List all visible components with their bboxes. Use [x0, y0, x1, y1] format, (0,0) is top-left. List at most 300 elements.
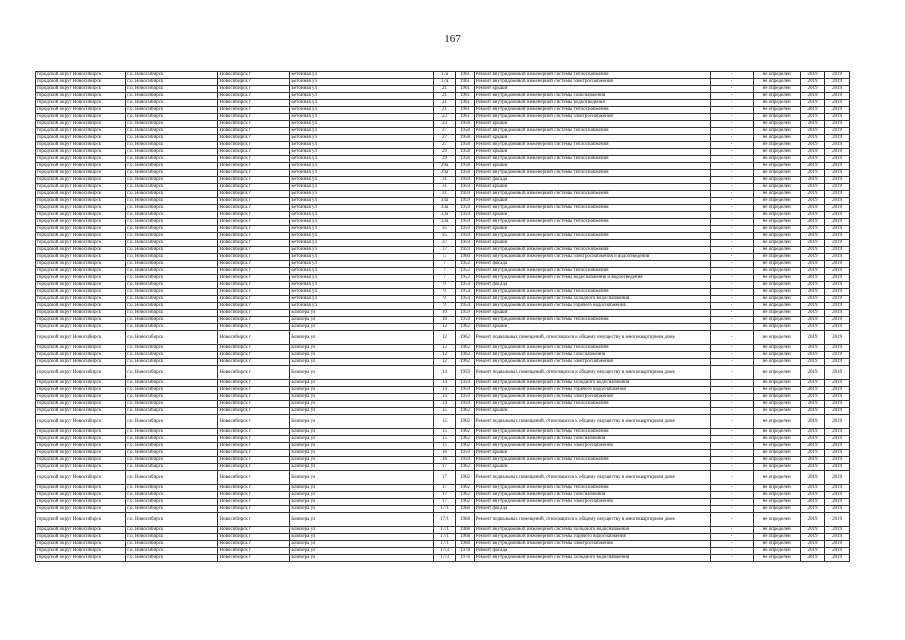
- cell-year: 1959: [456, 380, 474, 387]
- cell-year-to: 2019: [825, 149, 850, 156]
- cell-street: Бетонная ул: [290, 128, 434, 135]
- cell-dash: -: [710, 128, 753, 135]
- cell-year-to: 2019: [825, 345, 850, 352]
- cell-street: Бетонная ул: [290, 198, 434, 205]
- cell-municipality: г.о. Новосибирск: [126, 324, 218, 331]
- cell-year-to: 2019: [825, 268, 850, 275]
- table-row: [36, 303, 850, 310]
- cell-municipality: г.о. Новосибирск: [126, 100, 218, 107]
- cell-cost: не определен: [753, 471, 800, 485]
- table-row: [36, 534, 850, 541]
- cell-work: Ремонт внутридомовой инженерной системы теплоснабжения: [474, 219, 710, 226]
- cell-municipality: г.о. Новосибирск: [126, 275, 218, 282]
- cell-cost: не определен: [753, 317, 800, 324]
- cell-year: 1958: [456, 142, 474, 149]
- cell-cost: не определен: [753, 310, 800, 317]
- cell-okrug: городской округ Новосибирск: [36, 240, 126, 247]
- cell-work: Ремонт подвальных помещений, относящихся к общему имуществу в многоквартирном доме: [474, 471, 710, 485]
- cell-dash: -: [710, 226, 753, 233]
- cell-cost: не определен: [753, 457, 800, 464]
- cell-dash: -: [710, 345, 753, 352]
- cell-year: 1961: [456, 79, 474, 86]
- cell-municipality: г.о. Новосибирск: [126, 198, 218, 205]
- cell-work: Ремонт внутридомовой инженерной системы теплоснабжения: [474, 401, 710, 408]
- cell-okrug: городской округ Новосибирск: [36, 303, 126, 310]
- cell-municipality: г.о. Новосибирск: [126, 219, 218, 226]
- cell-cost: не определен: [753, 205, 800, 212]
- cell-work: Ремонт внутридомовой инженерной системы теплоснабжения: [474, 205, 710, 212]
- cell-dash: -: [710, 247, 753, 254]
- cell-house: 15: [433, 436, 456, 443]
- cell-dash: -: [710, 177, 753, 184]
- cell-city: Новосибирск г: [218, 485, 290, 492]
- cell-cost: не определен: [753, 254, 800, 261]
- cell-okrug: городской округ Новосибирск: [36, 513, 126, 527]
- cell-municipality: г.о. Новосибирск: [126, 527, 218, 534]
- cell-year-to: 2019: [825, 415, 850, 429]
- cell-street: Бетонная ул: [290, 177, 434, 184]
- cell-year-to: 2019: [825, 394, 850, 401]
- table-body: [36, 72, 850, 562]
- cell-street: Блюхера ул: [290, 380, 434, 387]
- cell-city: Новосибирск г: [218, 436, 290, 443]
- table-row: [36, 254, 850, 261]
- cell-house: 35: [433, 226, 456, 233]
- cell-year-from: 2019: [800, 499, 825, 506]
- table-row: [36, 240, 850, 247]
- cell-year: 1959: [456, 450, 474, 457]
- cell-municipality: г.о. Новосибирск: [126, 128, 218, 135]
- cell-street: Бетонная ул: [290, 100, 434, 107]
- cell-work: Ремонт крыши: [474, 121, 710, 128]
- cell-cost: не определен: [753, 93, 800, 100]
- cell-street: Бетонная ул: [290, 240, 434, 247]
- cell-work: Ремонт внутридомовой инженерной системы электроснабжения: [474, 499, 710, 506]
- cell-municipality: г.о. Новосибирск: [126, 163, 218, 170]
- cell-dash: -: [710, 114, 753, 121]
- cell-cost: не определен: [753, 100, 800, 107]
- table-row: [36, 366, 850, 380]
- cell-municipality: г.о. Новосибирск: [126, 317, 218, 324]
- table-row: [36, 93, 850, 100]
- cell-okrug: городской округ Новосибирск: [36, 499, 126, 506]
- cell-year: 1959: [456, 219, 474, 226]
- cell-work: Ремонт внутридомовой инженерной системы теплоснабжения: [474, 268, 710, 275]
- cell-year-from: 2019: [800, 331, 825, 345]
- cell-street: Блюхера ул: [290, 317, 434, 324]
- cell-year-to: 2019: [825, 226, 850, 233]
- cell-year: 1961: [456, 86, 474, 93]
- cell-cost: не определен: [753, 492, 800, 499]
- cell-year: 1959: [456, 212, 474, 219]
- cell-municipality: г.о. Новосибирск: [126, 352, 218, 359]
- cell-dash: -: [710, 184, 753, 191]
- cell-house: 17/3: [433, 555, 456, 562]
- cell-house: 5: [433, 254, 456, 261]
- table-row: [36, 86, 850, 93]
- cell-work: Ремонт внутридомовой инженерной системы электроснабжения: [474, 359, 710, 366]
- cell-city: Новосибирск г: [218, 450, 290, 457]
- cell-house: 17/1: [433, 513, 456, 527]
- cell-year-from: 2019: [800, 366, 825, 380]
- cell-cost: не определен: [753, 72, 800, 79]
- cell-work: Ремонт внутридомовой инженерной системы теплоснабжения: [474, 128, 710, 135]
- table-row: [36, 331, 850, 345]
- cell-year-from: 2019: [800, 401, 825, 408]
- cell-year: 1952: [456, 261, 474, 268]
- cell-city: Новосибирск г: [218, 317, 290, 324]
- cell-house: 9: [433, 282, 456, 289]
- cell-year-to: 2019: [825, 247, 850, 254]
- cell-cost: не определен: [753, 79, 800, 86]
- cell-okrug: городской округ Новосибирск: [36, 534, 126, 541]
- cell-dash: -: [710, 149, 753, 156]
- cell-city: Новосибирск г: [218, 464, 290, 471]
- cell-cost: не определен: [753, 268, 800, 275]
- cell-municipality: г.о. Новосибирск: [126, 464, 218, 471]
- cell-house: 9: [433, 289, 456, 296]
- cell-cost: не определен: [753, 506, 800, 513]
- cell-okrug: городской округ Новосибирск: [36, 79, 126, 86]
- cell-street: Бетонная ул: [290, 121, 434, 128]
- cell-house: 17а: [433, 72, 456, 79]
- cell-dash: -: [710, 121, 753, 128]
- cell-municipality: г.о. Новосибирск: [126, 443, 218, 450]
- cell-street: Блюхера ул: [290, 457, 434, 464]
- cell-year-to: 2019: [825, 121, 850, 128]
- cell-dash: -: [710, 303, 753, 310]
- cell-city: Новосибирск г: [218, 268, 290, 275]
- cell-work: Ремонт внутридомовой инженерной системы горячего водоснабжения: [474, 387, 710, 394]
- cell-okrug: городской округ Новосибирск: [36, 135, 126, 142]
- cell-city: Новосибирск г: [218, 289, 290, 296]
- cell-dash: -: [710, 170, 753, 177]
- cell-street: Блюхера ул: [290, 352, 434, 359]
- cell-year-to: 2019: [825, 492, 850, 499]
- cell-year-to: 2019: [825, 485, 850, 492]
- cell-okrug: городской округ Новосибирск: [36, 268, 126, 275]
- cell-dash: -: [710, 100, 753, 107]
- cell-city: Новосибирск г: [218, 506, 290, 513]
- cell-okrug: городской округ Новосибирск: [36, 317, 126, 324]
- cell-year-from: 2019: [800, 86, 825, 93]
- cell-year: 1962: [456, 345, 474, 352]
- cell-work: Ремонт внутридомовой инженерной системы теплоснабжения: [474, 142, 710, 149]
- cell-year-from: 2019: [800, 296, 825, 303]
- cell-cost: не определен: [753, 107, 800, 114]
- cell-year-to: 2019: [825, 317, 850, 324]
- cell-okrug: городской округ Новосибирск: [36, 212, 126, 219]
- table-row: [36, 415, 850, 429]
- cell-dash: -: [710, 163, 753, 170]
- cell-okrug: городской округ Новосибирск: [36, 527, 126, 534]
- cell-municipality: г.о. Новосибирск: [126, 149, 218, 156]
- cell-street: Бетонная ул: [290, 226, 434, 233]
- cell-city: Новосибирск г: [218, 226, 290, 233]
- cell-street: Бетонная ул: [290, 156, 434, 163]
- cell-year: 1968: [456, 534, 474, 541]
- cell-year-to: 2019: [825, 548, 850, 555]
- cell-work: Ремонт внутридомовой инженерной системы горячего водоснабжения: [474, 303, 710, 310]
- cell-cost: не определен: [753, 191, 800, 198]
- table-row: [36, 163, 850, 170]
- cell-year-from: 2019: [800, 212, 825, 219]
- cell-cost: не определен: [753, 324, 800, 331]
- cell-year: 1954: [456, 296, 474, 303]
- cell-year-to: 2019: [825, 401, 850, 408]
- cell-city: Новосибирск г: [218, 331, 290, 345]
- cell-city: Новосибирск г: [218, 149, 290, 156]
- cell-work: Ремонт крыши: [474, 240, 710, 247]
- cell-house: 9: [433, 303, 456, 310]
- cell-dash: -: [710, 513, 753, 527]
- cell-dash: -: [710, 296, 753, 303]
- table-row: [36, 247, 850, 254]
- cell-work: Ремонт подвальных помещений, относящихся к общему имуществу в многоквартирном доме: [474, 366, 710, 380]
- cell-municipality: г.о. Новосибирск: [126, 303, 218, 310]
- cell-cost: не определен: [753, 289, 800, 296]
- cell-street: Блюхера ул: [290, 541, 434, 548]
- cell-okrug: городской округ Новосибирск: [36, 548, 126, 555]
- cell-okrug: городской округ Новосибирск: [36, 247, 126, 254]
- cell-dash: -: [710, 450, 753, 457]
- cell-city: Новосибирск г: [218, 72, 290, 79]
- cell-cost: не определен: [753, 128, 800, 135]
- cell-year-to: 2019: [825, 513, 850, 527]
- cell-year-to: 2019: [825, 359, 850, 366]
- cell-okrug: городской округ Новосибирск: [36, 142, 126, 149]
- cell-street: Бетонная ул: [290, 247, 434, 254]
- cell-city: Новосибирск г: [218, 254, 290, 261]
- cell-municipality: г.о. Новосибирск: [126, 534, 218, 541]
- cell-street: Бетонная ул: [290, 191, 434, 198]
- cell-cost: не определен: [753, 177, 800, 184]
- cell-city: Новосибирск г: [218, 135, 290, 142]
- cell-cost: не определен: [753, 142, 800, 149]
- cell-municipality: г.о. Новосибирск: [126, 170, 218, 177]
- cell-okrug: городской округ Новосибирск: [36, 401, 126, 408]
- cell-okrug: городской округ Новосибирск: [36, 163, 126, 170]
- cell-cost: не определен: [753, 233, 800, 240]
- cell-street: Блюхера ул: [290, 429, 434, 436]
- cell-year-from: 2019: [800, 114, 825, 121]
- cell-municipality: г.о. Новосибирск: [126, 121, 218, 128]
- cell-house: 17: [433, 492, 456, 499]
- table-row: [36, 394, 850, 401]
- cell-house: 21: [433, 107, 456, 114]
- cell-cost: не определен: [753, 114, 800, 121]
- cell-year-from: 2019: [800, 415, 825, 429]
- table-row: [36, 170, 850, 177]
- cell-dash: -: [710, 464, 753, 471]
- cell-dash: -: [710, 401, 753, 408]
- cell-municipality: г.о. Новосибирск: [126, 387, 218, 394]
- cell-city: Новосибирск г: [218, 457, 290, 464]
- cell-street: Блюхера ул: [290, 548, 434, 555]
- cell-municipality: г.о. Новосибирск: [126, 429, 218, 436]
- cell-municipality: г.о. Новосибирск: [126, 541, 218, 548]
- cell-street: Бетонная ул: [290, 289, 434, 296]
- cell-street: Блюхера ул: [290, 450, 434, 457]
- cell-year-from: 2019: [800, 541, 825, 548]
- cell-year-to: 2019: [825, 184, 850, 191]
- cell-year: 1959: [456, 457, 474, 464]
- cell-year-from: 2019: [800, 72, 825, 79]
- cell-street: Блюхера ул: [290, 464, 434, 471]
- cell-okrug: городской округ Новосибирск: [36, 177, 126, 184]
- cell-cost: не определен: [753, 212, 800, 219]
- cell-okrug: городской округ Новосибирск: [36, 492, 126, 499]
- cell-year-from: 2019: [800, 485, 825, 492]
- cell-street: Бетонная ул: [290, 233, 434, 240]
- cell-city: Новосибирск г: [218, 408, 290, 415]
- cell-cost: не определен: [753, 198, 800, 205]
- cell-city: Новосибирск г: [218, 471, 290, 485]
- cell-work: Ремонт внутридомовой инженерной системы теплоснабжения: [474, 191, 710, 198]
- cell-dash: -: [710, 317, 753, 324]
- table-row: [36, 212, 850, 219]
- cell-municipality: г.о. Новосибирск: [126, 548, 218, 555]
- cell-work: Ремонт внутридомовой инженерной системы холодного водоснабжения: [474, 380, 710, 387]
- cell-cost: не определен: [753, 450, 800, 457]
- cell-dash: -: [710, 107, 753, 114]
- cell-dash: -: [710, 212, 753, 219]
- cell-year-from: 2019: [800, 303, 825, 310]
- table-row: [36, 128, 850, 135]
- cell-year: 1959: [456, 401, 474, 408]
- cell-okrug: городской округ Новосибирск: [36, 394, 126, 401]
- cell-year-to: 2019: [825, 443, 850, 450]
- cell-dash: -: [710, 387, 753, 394]
- cell-year-to: 2019: [825, 303, 850, 310]
- cell-year-to: 2019: [825, 541, 850, 548]
- cell-house: 37: [433, 240, 456, 247]
- cell-year: 1959: [456, 191, 474, 198]
- cell-year-from: 2019: [800, 282, 825, 289]
- cell-municipality: г.о. Новосибирск: [126, 261, 218, 268]
- cell-municipality: г.о. Новосибирск: [126, 499, 218, 506]
- cell-year: 1961: [456, 93, 474, 100]
- cell-dash: -: [710, 429, 753, 436]
- cell-year-to: 2019: [825, 457, 850, 464]
- cell-city: Новосибирск г: [218, 79, 290, 86]
- cell-year-from: 2019: [800, 275, 825, 282]
- cell-year: 1962: [456, 408, 474, 415]
- cell-okrug: городской округ Новосибирск: [36, 464, 126, 471]
- cell-house: 17/1: [433, 527, 456, 534]
- cell-year-to: 2019: [825, 429, 850, 436]
- cell-street: Бетонная ул: [290, 142, 434, 149]
- cell-city: Новосибирск г: [218, 324, 290, 331]
- cell-cost: не определен: [753, 464, 800, 471]
- cell-year-from: 2019: [800, 247, 825, 254]
- table-row: [36, 226, 850, 233]
- cell-work: Ремонт крыши: [474, 163, 710, 170]
- cell-dash: -: [710, 261, 753, 268]
- cell-year-to: 2019: [825, 156, 850, 163]
- cell-house: 12: [433, 345, 456, 352]
- table-row: [36, 317, 850, 324]
- cell-city: Новосибирск г: [218, 401, 290, 408]
- cell-house: 14: [433, 394, 456, 401]
- cell-year-from: 2019: [800, 177, 825, 184]
- cell-cost: не определен: [753, 275, 800, 282]
- table-row: [36, 359, 850, 366]
- cell-year-from: 2019: [800, 163, 825, 170]
- cell-city: Новосибирск г: [218, 219, 290, 226]
- cell-municipality: г.о. Новосибирск: [126, 394, 218, 401]
- cell-year-to: 2019: [825, 72, 850, 79]
- cell-year: 1978: [456, 548, 474, 555]
- cell-year: 1958: [456, 135, 474, 142]
- table-row: [36, 114, 850, 121]
- cell-work: Ремонт внутридомовой инженерной системы холодного водоснабжения: [474, 296, 710, 303]
- cell-street: Блюхера ул: [290, 310, 434, 317]
- cell-dash: -: [710, 135, 753, 142]
- cell-house: 29а: [433, 163, 456, 170]
- cell-cost: не определен: [753, 184, 800, 191]
- cell-year-from: 2019: [800, 191, 825, 198]
- cell-year-from: 2019: [800, 506, 825, 513]
- cell-work: Ремонт внутридомовой инженерной системы теплоснабжения: [474, 345, 710, 352]
- cell-work: Ремонт внутридомовой инженерной системы теплоснабжения: [474, 429, 710, 436]
- cell-cost: не определен: [753, 387, 800, 394]
- cell-street: Блюхера ул: [290, 394, 434, 401]
- cell-dash: -: [710, 156, 753, 163]
- cell-year: 1959: [456, 177, 474, 184]
- cell-year-from: 2019: [800, 289, 825, 296]
- cell-cost: не определен: [753, 156, 800, 163]
- cell-year: 1959: [456, 317, 474, 324]
- table-row: [36, 121, 850, 128]
- cell-okrug: городской округ Новосибирск: [36, 226, 126, 233]
- cell-dash: -: [710, 282, 753, 289]
- cell-city: Новосибирск г: [218, 527, 290, 534]
- cell-okrug: городской округ Новосибирск: [36, 324, 126, 331]
- cell-municipality: г.о. Новосибирск: [126, 415, 218, 429]
- cell-house: 35: [433, 233, 456, 240]
- cell-cost: не определен: [753, 359, 800, 366]
- cell-city: Новосибирск г: [218, 177, 290, 184]
- cell-year: 1962: [456, 499, 474, 506]
- cell-city: Новосибирск г: [218, 429, 290, 436]
- cell-year-to: 2019: [825, 380, 850, 387]
- cell-street: Бетонная ул: [290, 219, 434, 226]
- cell-municipality: г.о. Новосибирск: [126, 114, 218, 121]
- cell-okrug: городской округ Новосибирск: [36, 233, 126, 240]
- cell-year-to: 2019: [825, 534, 850, 541]
- cell-street: Бетонная ул: [290, 184, 434, 191]
- cell-dash: -: [710, 380, 753, 387]
- cell-year-from: 2019: [800, 135, 825, 142]
- cell-street: Блюхера ул: [290, 555, 434, 562]
- cell-house: 23: [433, 114, 456, 121]
- cell-house: 14: [433, 380, 456, 387]
- cell-street: Бетонная ул: [290, 79, 434, 86]
- cell-dash: -: [710, 331, 753, 345]
- cell-municipality: г.о. Новосибирск: [126, 268, 218, 275]
- cell-dash: -: [710, 443, 753, 450]
- cell-work: Ремонт крыши: [474, 184, 710, 191]
- cell-year: 1962: [456, 359, 474, 366]
- cell-year-to: 2019: [825, 408, 850, 415]
- cell-street: Бетонная ул: [290, 268, 434, 275]
- cell-cost: не определен: [753, 163, 800, 170]
- cell-year-from: 2019: [800, 450, 825, 457]
- cell-year-from: 2019: [800, 261, 825, 268]
- cell-cost: не определен: [753, 352, 800, 359]
- cell-year-from: 2019: [800, 233, 825, 240]
